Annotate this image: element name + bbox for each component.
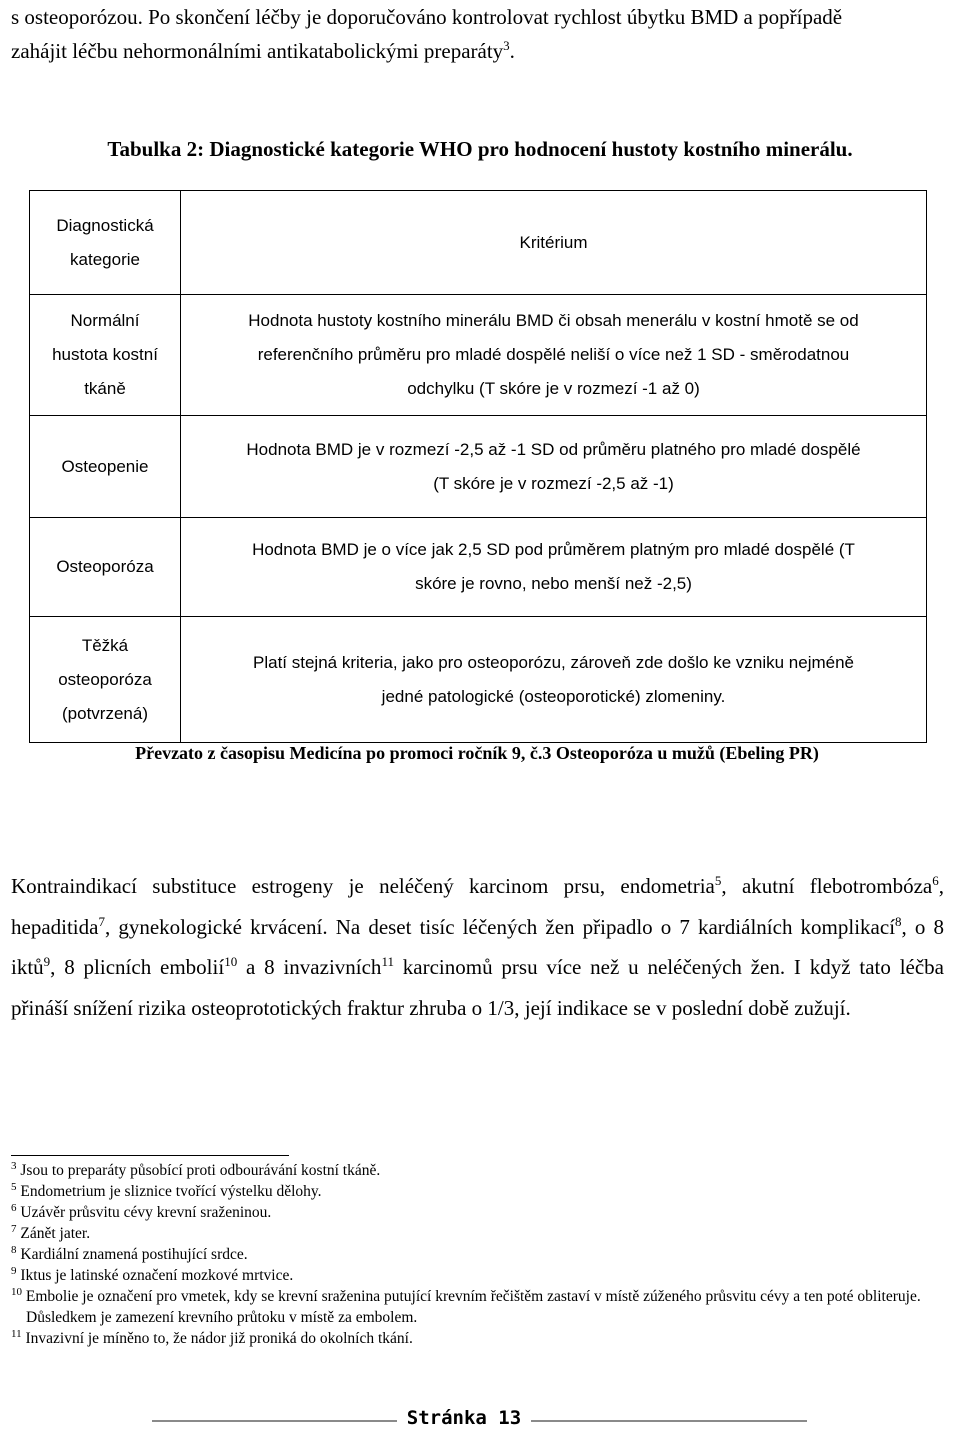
table-source: Převzato z časopisu Medicína po promoci ročník 9, č.3 Osteoporóza u mužů (Ebeling PR): [135, 743, 819, 763]
footnote-ref[interactable]: 10: [224, 954, 238, 969]
footnotes: [11, 1160, 931, 1349]
footnote-ref[interactable]: 8: [895, 913, 902, 929]
footnote-ref[interactable]: 7: [98, 913, 105, 929]
page-footer: [0, 1403, 960, 1437]
footnote: $^6$ Uzávěr průsvitu cévy krevní sraženinou.: [11, 1201, 272, 1221]
category-cell: Osteoporóza: [30, 518, 181, 617]
header-criterion: Kritérium: [181, 191, 927, 295]
footnote: $^3$ Jsou to preparáty působící proti odbourávání kostní tkáně.: [11, 1159, 381, 1179]
criterion-cell: Hodnota hustoty kostního minerálu BMD či obsah menerálu v kostní hmotě se od referenčního průměru pro mladé dospělé neliší o více než 1 SD - směrodatnou odchylku (T skóre je v rozmezí -1 až 0): [181, 295, 927, 416]
footnote-separator: [11, 1155, 289, 1156]
footnote: $^{11}$ Invazivní je míněno to, že nádor již proniká do okolních tkání.: [11, 1327, 413, 1347]
who-diagnostic-table: [29, 190, 927, 743]
intro-line-1: s osteoporózou. Po skončení léčby je doporučováno kontrolovat rychlost úbytku BMD a popřípadě: [11, 5, 843, 29]
footer-rule-right: [531, 1420, 807, 1422]
body-paragraph: Kontraindikací substituce estrogeny je neléčený karcinom prsu, endometria$^5$, akutní flebotrombóza$^6$, hepaditida$^7$, gynekologické krvácení. Na deset tisíc léčených žen připadlo o 7 kardiálních komplikací$^8$, o 8 iktů$^9$, 8 plicních embolií$^{10}$ a 8 invazivních$^{11}$ karcinomů prsu více než u neléčených žen. I když tato léčba přináší snížení rizika osteoprototických fraktur zhruba o 1/3, její indikace se v poslední době zužují.: [11, 873, 945, 1020]
table-row: [30, 518, 927, 617]
footnote-ref[interactable]: 3: [503, 38, 510, 53]
table-caption: Tabulka 2: Diagnostické kategorie WHO pro hodnocení hustoty kostního minerálu.: [107, 137, 853, 161]
footnote: $^5$ Endometrium je sliznice tvořící výstelku dělohy.: [11, 1180, 322, 1200]
category-cell: Těžká osteoporóza (potvrzená): [30, 617, 181, 743]
table-row: [30, 617, 927, 743]
table-row: [30, 295, 927, 416]
table-header-row: [30, 191, 927, 295]
footnote: $^7$ Zánět jater.: [11, 1222, 91, 1242]
category-cell: Osteopenie: [30, 416, 181, 518]
criterion-cell: Platí stejná kriteria, jako pro osteoporózu, zároveň zde došlo ke vzniku nejméně jedné patologické (osteoporotické) zlomeniny.: [181, 617, 927, 743]
header-category: Diagnostická kategorie: [30, 191, 181, 295]
criterion-cell: Hodnota BMD je o více jak 2,5 SD pod průměrem platným pro mladé dospělé (T skóre je rovno, nebo menší než -2,5): [181, 518, 927, 617]
footer-rule-left: [152, 1420, 397, 1422]
intro-text: [11, 0, 951, 68]
footnote-ref[interactable]: 6: [932, 873, 939, 888]
footnote-ref[interactable]: 11: [381, 954, 394, 969]
footnote: $^9$ Iktus je latinské označení mozkové mrtvice.: [11, 1264, 294, 1284]
intro-line-2: zahájit léčbu nehormonálními antikatabolickými preparáty$^3$.: [11, 38, 515, 63]
footnote: $^{10}$ Embolie je označení pro vmetek, kdy se krevní sraženina putující krevním řečištěm zastaví v místě zúženého průsvitu cévy a ten poté obliteruje. Důsledkem je zamezení krevního průtoku v místě za embolem.: [11, 1285, 921, 1326]
page-number: Stránka 13: [406, 1407, 522, 1429]
footnote-ref[interactable]: 5: [714, 873, 722, 888]
category-cell: Normální hustota kostní tkáně: [30, 295, 181, 416]
criterion-cell: Hodnota BMD je v rozmezí -2,5 až -1 SD od průměru platného pro mladé dospělé (T skóre je v rozmezí -2,5 až -1): [181, 416, 927, 518]
footnote: $^8$ Kardiální znamená postihující srdce.: [11, 1243, 248, 1263]
footnote-ref[interactable]: 9: [43, 954, 51, 969]
table-row: [30, 416, 927, 518]
